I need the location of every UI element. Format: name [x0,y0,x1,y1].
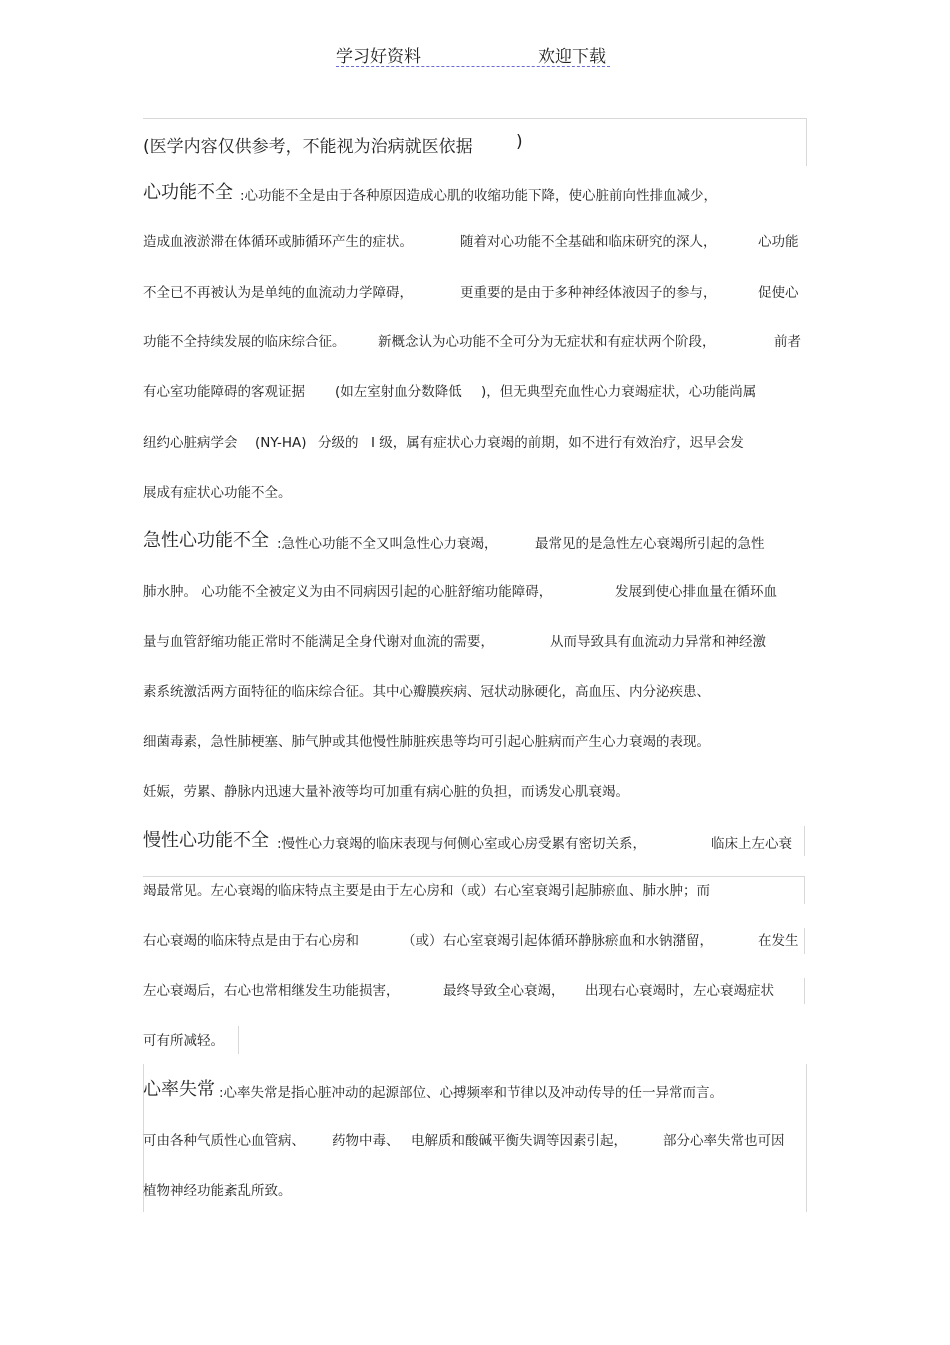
s2-line-1b: 最常见的是急性左心衰竭所引起的急性 [535,536,765,552]
s1-line-4c: 前者 [774,334,801,350]
s1-line-6a: 纽约心脏病学会 [143,435,238,451]
s1-line-4a: 功能不全持续发展的临床综合征。 [143,334,346,350]
s3-line-2-text: 竭最常见。左心衰竭的临床特点主要是由于左心房和（或）右心室衰竭引起肺瘀血、肺水肿；而 [143,883,710,899]
s4-heading: 心率失常 [143,1079,215,1100]
s1-line-2a: 造成血液淤滞在体循环或肺循环产生的症状。 [143,234,413,250]
frame-top-line [143,118,807,119]
s1-line-5c: )，但无典型充血性心力衰竭症状，心功能尚属 [481,384,757,400]
s1-line-7-text: 展成有症状心功能不全。 [143,485,292,501]
s1-line-3a: 不全已不再被认为是单纯的血流动力学障碍， [143,285,413,301]
header-right-text: 欢迎下载 [538,47,606,67]
s3-line-5-text: 可有所减轻。 [143,1033,224,1049]
s1-line-3c: 促使心 [758,285,799,301]
s3-line-4c: 出现右心衰竭时，左心衰竭症状 [585,983,774,999]
s4-line-1-text: :心率失常是指心脏冲动的起源部位、心搏频率和节律以及冲动传导的任一异常而言。 [219,1085,724,1101]
s1-line-5b: (如左室射血分数降低 [335,384,462,400]
header-left-text: 学习好资料 [336,47,421,67]
s2-line-3b: 从而导致具有血流动力异常和神经激 [550,634,766,650]
s3-line-4a: 左心衰竭后，右心也常相继发生功能损害， [143,983,400,999]
s1-line-2c: 心功能 [758,234,799,250]
s3-line-4b: 最终导致全心衰竭， [443,983,565,999]
s3-line-3c: 右心室衰竭引起体循环静脉瘀血和水钠潴留， [443,933,713,949]
disclaimer [143,132,523,157]
s2-line-3a: 量与血管舒缩功能正常时不能满足全身代谢对血流的需要， [143,634,494,650]
s4-line-2c: 电解质和酸碱平衡失调等因素引起， [411,1133,627,1149]
frame-right-line-6 [806,1064,807,1212]
s1-line-5a: 有心室功能障碍的客观证据 [143,384,305,400]
s3-line-3d: 在发生 [758,933,799,949]
s4-line-3-text: 植物神经功能紊乱所致。 [143,1183,292,1199]
s2-line-2a: 肺水肿。 心功能不全被定义为由不同病因引起的心脏舒缩功能障碍， [143,584,553,600]
s3-line-3a: 右心衰竭的临床特点是由于右心房和 [143,933,359,949]
frame-short-line [238,1026,239,1054]
s2-line-5-text: 细菌毒素，急性肺梗塞、肺气肿或其他慢性肺脏疾患等均可引起心脏病而产生心力衰竭的表现。 [143,734,710,750]
s1-line-6d: I 级，属有症状心力衰竭的前期，如不进行有效治疗，迟早会发 [371,435,744,451]
frame-top-line-2 [143,876,805,877]
s1-line-6b: (NY-HA) [255,435,307,451]
frame-right-line-1 [806,118,807,166]
frame-right-line-5 [804,978,805,1004]
s2-line-4-text: 素系统激活两方面特征的临床综合征。其中心瓣膜疾病、冠状动脉硬化，高血压、内分泌疾患、 [143,684,710,700]
s1-line-1-text: :心功能不全是由于各种原因造成心肌的收缩功能下降，使心脏前向性排血减少， [240,188,718,204]
s4-line-2d: 部分心率失常也可因 [663,1133,785,1149]
s4-line-2a: 可由各种气质性心血管病、 [143,1133,305,1149]
s2-line-1a: :急性心功能不全又叫急性心力衰竭， [277,536,498,552]
s1-line-2b: 随着对心功能不全基础和临床研究的深人， [460,234,717,250]
s3-line-3b: （或） [402,933,443,949]
s1-line-6c: 分级的 [318,435,359,451]
page-header [336,40,610,67]
frame-right-line-2 [804,826,805,856]
s4-line-2b: 药物中毒、 [332,1133,400,1149]
disclaimer-text: (医学内容仅供参考，不能视为治病就医依据 [143,137,473,157]
s1-line-3b: 更重要的是由于多种神经体液因子的参与， [460,285,717,301]
s1-heading: 心功能不全 [143,182,233,203]
s1-line-4b: 新概念认为心功能不全可分为无症状和有症状两个阶段， [378,334,716,350]
s2-line-2b: 发展到使心排血量在循环血 [615,584,777,600]
s3-line-1b: 临床上左心衰 [711,836,792,852]
s3-heading: 慢性心功能不全 [143,830,269,851]
s2-line-6-text: 妊娠，劳累、静脉内迅速大量补液等均可加重有病心脏的负担，而诱发心肌衰竭。 [143,784,629,800]
s3-line-1a: :慢性心力衰竭的临床表现与何侧心室或心房受累有密切关系， [277,836,647,852]
frame-right-line-3 [804,876,805,904]
s2-heading: 急性心功能不全 [143,530,269,551]
disclaimer-close: ) [516,132,523,152]
frame-right-line-4 [804,928,805,954]
